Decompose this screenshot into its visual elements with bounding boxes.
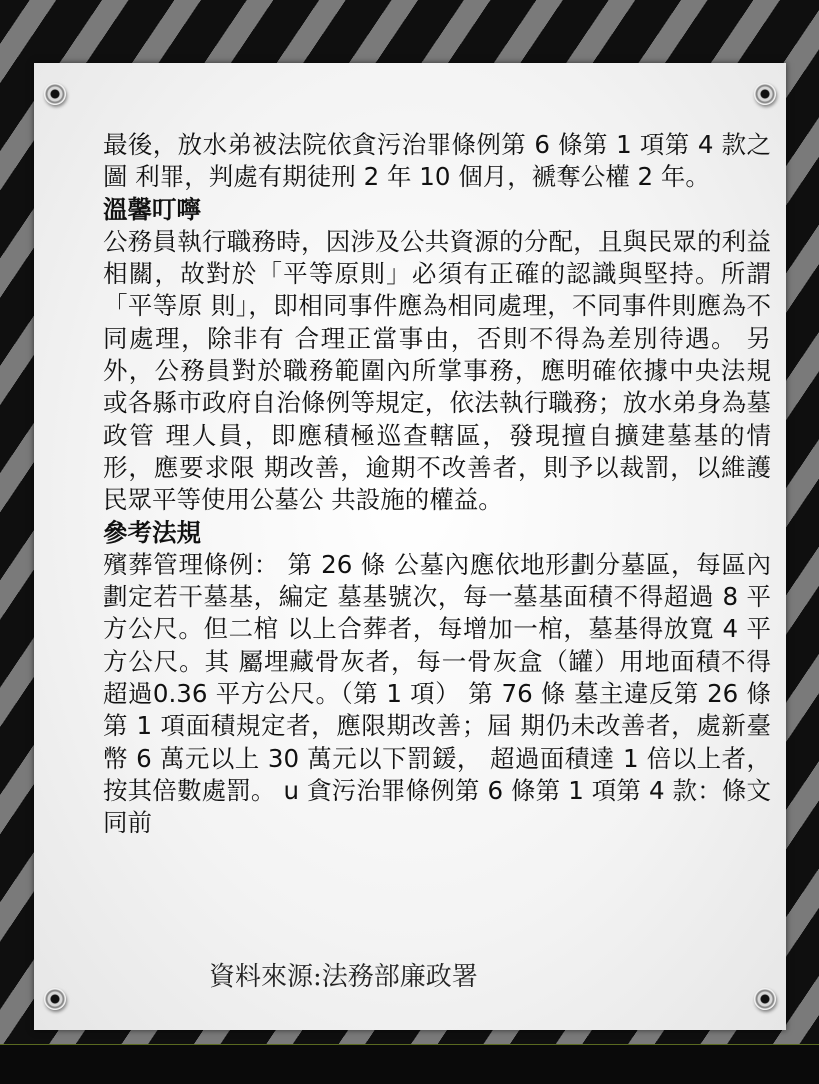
pushpin-icon	[754, 83, 776, 105]
source-credit: 資料來源:法務部廉政署	[209, 962, 478, 992]
footer-bar	[0, 1044, 819, 1084]
document-body	[103, 129, 771, 840]
reminder-paragraph: 公務員執行職務時，因涉及公共資源的分配，且與民眾的利益 相關，故對於「平等原則」必須有正確的認識與堅持。所謂「平等原 則」，即相同事件應為相同處理，不同事件則應為不同處理，除非有 合理正當事由，否則不得為差別待遇。 另外，公務員對於職務範圍內所掌事務，應明確依據中央法規 或各縣市政府自治條例等規定，依法執行職務；放水弟身為墓政管 理人員，即應積極巡查轄區，發現擅自擴建墓基的情形，應要求限 期改善，逾期不改善者，則予以裁罰，以維護民眾平等使用公墓公 共設施的權益。	[103, 226, 771, 515]
regulations-heading: 參考法規	[103, 517, 201, 547]
reminder-heading: 溫馨叮嚀	[103, 194, 201, 224]
document-panel	[34, 63, 786, 1030]
pushpin-icon	[44, 988, 66, 1010]
pushpin-icon	[44, 83, 66, 105]
regulations-paragraph: 殯葬管理條例： 第 26 條 公墓內應依地形劃分墓區，每區內劃定若干墓基，編定 墓基號次，每一墓基面積不得超過 8 平方公尺。但二棺 以上合葬者，每增加一棺，墓基得放寬 4 平方公尺。其 屬埋藏骨灰者，每一骨灰盒（罐）用地面積不得超過0.36 平方公尺。（第 1 項） 第 76 條 墓主違反第 26 條第 1 項面積規定者，應限期改善；屆 期仍未改善者，處新臺幣 6 萬元以上 30 萬元以下罰鍰， 超過面積達 1 倍以上者，按其倍數處罰。 u 貪污治罪條例第 6 條第 1 項第 4 款：條文同前	[103, 549, 771, 838]
pushpin-icon	[754, 988, 776, 1010]
verdict-paragraph: 最後，放水弟被法院依貪污治罪條例第 6 條第 1 項第 4 款之圖 利罪，判處有期徒刑 2 年 10 個月，褫奪公權 2 年。	[103, 130, 771, 192]
